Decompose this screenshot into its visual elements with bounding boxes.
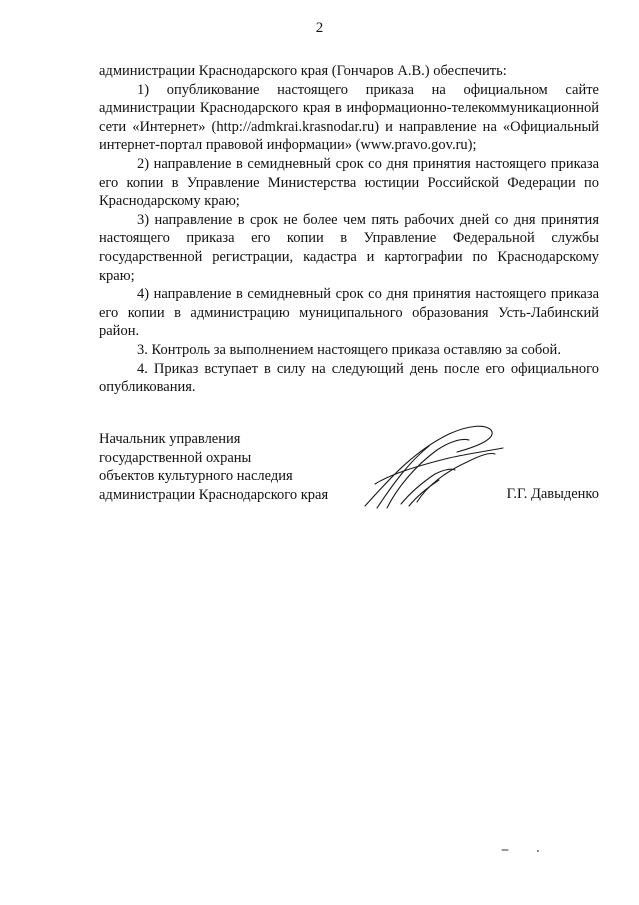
- body-paragraph-clause-4: 4. Приказ вступает в силу на следующий день после его официального опубликования.: [99, 360, 599, 396]
- body-paragraph-clause-3: 3. Контроль за выполнением настоящего приказа оставляю за собой.: [137, 341, 561, 358]
- scan-mark: [500, 846, 544, 854]
- body-paragraph-item-1: 1) опубликование настоящего приказа на официальном сайте администрации Краснодарского края в информационно-телекоммуникационной сети «Интернет» (http://admkrai.krasnodar.ru) и направление на «Официальный интернет-портал правовой информации» (www.pravo.gov.ru);: [99, 81, 599, 154]
- body-paragraph-item-3: 3) направление в срок не более чем пять рабочих дней со дня принятия настоящего приказа его копии в Управление Федеральной службы государственной регистрации, кадастра и картографии по Краснодарскому краю;: [99, 211, 599, 284]
- signatory-position-line: Начальник управления: [99, 431, 241, 447]
- body-paragraph-item-2: 2) направление в семидневный срок со дня принятия настоящего приказа его копии в Управление Министерства юстиции Российской Федерации по Краснодарскому краю;: [99, 155, 599, 210]
- page-number: 2: [315, 20, 324, 36]
- signatory-name: Г.Г. Давыденко: [506, 486, 599, 502]
- signatory-position-line: государственной охраны: [99, 449, 252, 466]
- signature-block: [99, 430, 599, 504]
- document-body: [99, 62, 599, 397]
- signatory-position-line: администрации Краснодарского края: [99, 486, 329, 503]
- handwritten-signature: [357, 422, 507, 512]
- body-paragraph-continuation: администрации Краснодарского края (Гончаров А.В.) обеспечить:: [99, 63, 507, 79]
- body-paragraph-item-4: 4) направление в семидневный срок со дня принятия настоящего приказа его копии в администрацию муниципального образования Усть-Лабинский район.: [99, 286, 599, 340]
- signatory-position-line: объектов культурного наследия: [99, 468, 293, 485]
